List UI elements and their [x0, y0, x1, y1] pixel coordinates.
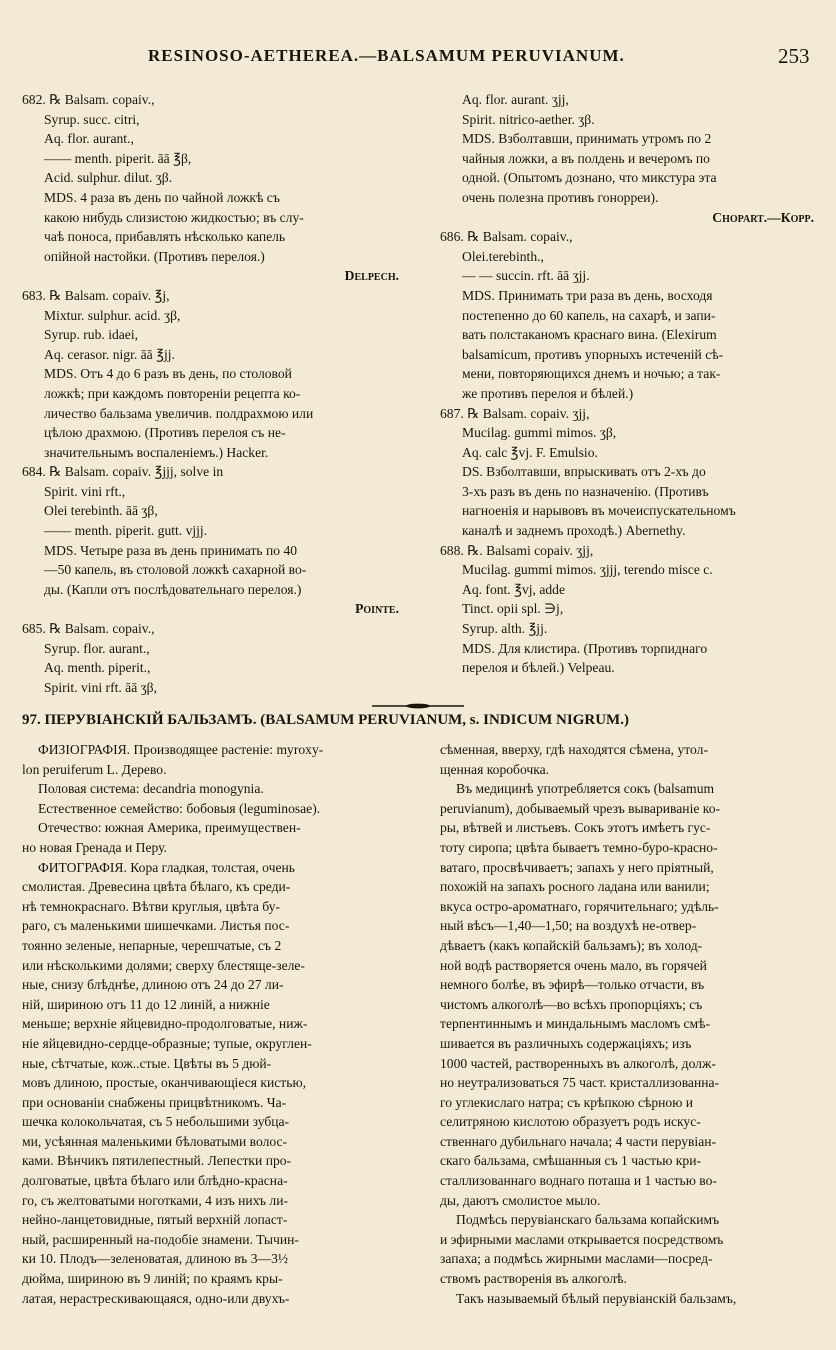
- page-number: 253: [778, 44, 810, 68]
- text-line: Aq. menth. piperit.,: [44, 660, 151, 676]
- text-line: Отечество: южная Америка, преимуществен-: [38, 820, 301, 836]
- text-line: ный, расширенный на-подобiе знамени. Тычин-: [22, 1231, 299, 1247]
- text-line: но неутрализоваться 75 част. кристаллизованна-: [440, 1075, 720, 1091]
- text-line: нагноенiя и нарывовъ въ мочеиспускательномъ: [462, 503, 736, 519]
- text-line: — — succin. rft. āā ʒjj.: [462, 268, 590, 284]
- text-line: дюйма, шириною въ 9 линiй; по краямъ кры-: [22, 1271, 283, 1287]
- text-line: Acid. sulphur. dilut. ʒβ.: [44, 170, 173, 186]
- left-column-recipes: [22, 90, 407, 697]
- running-title: RESINOSO-AETHEREA.—BALSAMUM PERUVIANUM.: [148, 46, 625, 65]
- text-line: мовъ длиною, простые, оканчивающiеся кистью,: [22, 1075, 307, 1091]
- text-line: Aq. calc ℥vj. F. Emulsio.: [462, 444, 598, 460]
- text-line: чистомъ алкоголѣ—во всѣхъ пропорцiяхъ; съ: [440, 996, 703, 1012]
- text-line: ной водѣ растворяется очень мало, въ горячей: [440, 957, 707, 973]
- text-line: го, съ желтоватыми ноготками, 4 изъ нихъ ли-: [22, 1192, 288, 1208]
- text-line: Syrup. alth. ℥jj.: [462, 621, 548, 637]
- text-line: ФИЗIОГРАФIЯ. Производящее растенiе: myroxy-: [38, 742, 324, 757]
- right-column-recipes: [440, 90, 822, 678]
- text-line: Syrup. succ. citri,: [44, 111, 140, 127]
- text-line: 1000 частей, растворенныхъ въ алкоголѣ, долж-: [440, 1055, 716, 1071]
- text-line: похожiй на запахъ росного ладана или ванили;: [440, 879, 710, 895]
- author-credit: Pointe.: [355, 601, 399, 617]
- text-line: и эфирными маслами открывается посредствомъ: [440, 1231, 724, 1247]
- text-line: скаго бальзама, смѣшанныя съ 1 частью кри-: [440, 1153, 702, 1169]
- text-line: 682. ℞ Balsam. copaiv.,: [22, 92, 155, 107]
- text-line: balsamicum, противъ упорныхъ истеченiй сѣ-: [462, 346, 724, 362]
- text-line: одной. (Опытомъ дознано, что микстура эта: [462, 170, 717, 186]
- text-line: каналѣ и заднемъ проходѣ.) Abernethy.: [462, 523, 686, 539]
- text-line: раго, съ маленькими шишечками. Листья пос-: [22, 918, 290, 934]
- text-line: ственнаго дубильнаго начала; 4 части перувiан-: [440, 1133, 717, 1149]
- text-line: нейно-ланцетовидные, пятый верхнiй лопаст-: [22, 1212, 288, 1228]
- text-line: Mucilag. gummi mimos. ʒjjj, terendo misce c.: [462, 562, 713, 578]
- text-line: Aq. flor. aurant.,: [44, 131, 134, 147]
- text-line: немного болѣе, въ эфирѣ—только отчасти, въ: [440, 977, 705, 993]
- text-line: перелоя и бѣлей.) Velpeau.: [462, 660, 615, 676]
- text-line: MDS. 4 раза въ день по чайной ложкѣ съ: [44, 189, 280, 205]
- text-line: ФИТОГРАФIЯ. Кора гладкая, толстая, очень: [38, 859, 295, 875]
- text-line: щенная коробочка.: [440, 761, 550, 777]
- text-line: ложкѣ; при каждомъ повторенiи рецепта ко-: [44, 385, 301, 401]
- text-line: Aq. flor. aurant. ʒjj,: [462, 92, 569, 107]
- text-line: Syrup. flor. aurant.,: [44, 640, 150, 656]
- right-column-description: [440, 740, 822, 1308]
- text-line: меньше; верхнiе яйцевидно-продолговатые, ниж-: [22, 1016, 308, 1032]
- text-line: ды, даютъ смолистое мыло.: [440, 1192, 601, 1208]
- text-line: чайныя ложки, а въ полдень и вечеромъ по: [462, 150, 710, 166]
- text-line: —— menth. piperit. gutt. vjjj.: [44, 523, 208, 539]
- text-line: —— menth. piperit. āā ℥β,: [44, 150, 192, 166]
- text-line: ные, сѣтчатые, кож..стые. Цвѣты въ 5 дюй-: [22, 1055, 272, 1071]
- author-credit: Delpech.: [344, 268, 399, 284]
- text-line: терпентиннымъ и миндальнымъ масломъ смѣ-: [440, 1016, 711, 1032]
- text-line: 686. ℞ Balsam. copaiv.,: [440, 229, 573, 245]
- text-line: нiй, шириною отъ 11 до 12 линiй, а нижнiе: [22, 996, 270, 1012]
- text-line: Tinct. opii spl. ∋j,: [462, 601, 564, 617]
- text-line: ками. Вѣнчикъ пятилепестный. Лепестки про-: [22, 1153, 292, 1169]
- text-line: 684. ℞ Balsam. copaiv. ℥jjj, solve in: [22, 464, 224, 480]
- text-line: шечка колокольчатая, съ 5 небольшими зубца-: [22, 1114, 290, 1130]
- text-line: вкуса остро-ароматнаго, горячительнаго; удѣль-: [440, 898, 719, 914]
- text-line: ми, усѣянная маленькими бѣловатыми волос-: [22, 1133, 288, 1149]
- section-title: 97. ПЕРУВIАНСКIЙ БАЛЬЗАМЪ. (BALSAMUM PERUVIANUM, s. INDICUM NIGRUM.): [22, 712, 629, 728]
- text-line: —50 капель, въ столовой ложкѣ сахарной во-: [44, 562, 307, 578]
- text-line: Olei.terebinth.,: [462, 248, 544, 264]
- text-line: Mucilag. gummi mimos. ʒβ,: [462, 425, 617, 441]
- text-line: или нѣсколькими долями; сверху блестяще-зеле-: [22, 957, 305, 973]
- text-line: Половая система: decandria monogynia.: [38, 781, 264, 797]
- text-line: ды. (Капли отъ послѣдовательнаго перелоя.): [44, 581, 302, 597]
- text-line: сталлизованнаго воднаго поташа и 1 частью во-: [440, 1173, 717, 1189]
- text-line: 687. ℞ Balsam. copaiv. ʒjj,: [440, 405, 590, 421]
- text-line: какою нибудь слизистою жидкостью; въ слу-: [44, 209, 304, 225]
- text-line: 3-хъ разъ въ день по назначенiю. (Противъ: [462, 483, 709, 499]
- text-line: lon peruiferum L. Дерево.: [22, 761, 167, 777]
- text-line: MDS. Взболтавши, принимать утромъ по 2: [462, 131, 712, 147]
- text-line: значительнымъ воспаленiемъ.) Hacker.: [44, 444, 269, 460]
- text-line: Spirit. nitrico-aether. ʒβ.: [462, 111, 595, 127]
- text-line: Подмѣсь перувiанскаго бальзама копайскимъ: [456, 1212, 720, 1228]
- text-line: Естественное семейство: бобовыя (leguminosae).: [38, 800, 321, 816]
- text-line: постепенно до 60 капель, на сахарѣ, и запи-: [462, 307, 716, 323]
- text-line: Mixtur. sulphur. acid. ʒβ,: [44, 307, 181, 323]
- text-line: ватаго, просвѣчиваетъ; запахъ у него прiятный,: [440, 859, 714, 875]
- text-line: DS. Взболтавши, впрыскивать отъ 2-хъ до: [462, 464, 706, 480]
- text-line: Въ медицинѣ употребляется сокъ (balsamum: [456, 781, 715, 797]
- text-line: ные, снизу блѣднѣе, длиною отъ 24 до 27 ли-: [22, 977, 284, 993]
- text-line: MDS. Для клистира. (Противъ торпиднаго: [462, 640, 708, 656]
- text-line: мени, повторяющихся днемъ и ночью; а так-: [462, 366, 721, 382]
- text-line: Syrup. rub. idaei,: [44, 327, 139, 343]
- text-line: Aq. font. ℥vj, adde: [462, 581, 565, 597]
- text-line: MDS. Принимать три раза въ день, восходя: [462, 287, 713, 303]
- text-line: Spirit. vini rft. āā ʒβ,: [44, 679, 157, 695]
- running-header: [0, 44, 836, 74]
- text-line: латая, нерастрескивающаяся, одно-или двухъ-: [22, 1290, 290, 1306]
- text-line: ствомъ растворенiя въ алкоголѣ.: [440, 1271, 627, 1287]
- text-line: Такъ называемый бѣлый перувiанскiй бальзамъ,: [456, 1290, 737, 1306]
- text-line: но новая Гренада и Перу.: [22, 839, 167, 855]
- text-line: MDS. Отъ 4 до 6 разъ въ день, по столовой: [44, 366, 292, 382]
- text-line: при основанiи снабжены прицвѣтникомъ. Ча-: [22, 1094, 287, 1110]
- text-line: го углекислаго натра; съ крѣпкою сѣрною и: [440, 1094, 694, 1110]
- text-line: очень полезна противъ гонорреи).: [462, 189, 659, 205]
- text-line: ный вѣсъ—1,40—1,50; на воздухѣ не-отвер-: [440, 918, 697, 934]
- section-divider: [370, 702, 466, 710]
- text-line: ры, вѣтвей и листьевъ. Сокъ этотъ имѣетъ гус-: [440, 820, 711, 836]
- text-line: смолистая. Древесина цвѣта бѣлаго, къ среди-: [22, 879, 291, 895]
- text-line: Olei terebinth. āā ʒβ,: [44, 503, 158, 519]
- text-line: запаха; а подмѣсь жирными маслами—посред-: [440, 1251, 713, 1267]
- text-line: 683. ℞ Balsam. copaiv. ℥j,: [22, 287, 170, 303]
- text-line: цѣлою драхмою. (Противъ перелоя съ не-: [44, 425, 286, 441]
- author-credit: Chopart.—Корр.: [712, 209, 814, 225]
- text-line: вать полстаканомъ краснаго вина. (Elexirum: [462, 327, 717, 343]
- text-line: ки 10. Плодъ—зеленоватая, длиною въ 3—3½: [22, 1251, 289, 1267]
- text-line: MDS. Четыре раза въ день принимать по 40: [44, 542, 298, 558]
- text-line: тоту сиропа; цвѣта бываетъ темно-буро-красно-: [440, 839, 718, 855]
- text-line: нiе яйцевидно-сердце-образные; тупые, округлен-: [22, 1035, 312, 1051]
- text-line: peruvianum), добываемый чрезъ вывариванiе ко-: [440, 800, 721, 816]
- text-line: 685. ℞ Balsam. copaiv.,: [22, 621, 155, 637]
- text-line: шивается въ различныхъ содержацiяхъ; изъ: [440, 1035, 692, 1051]
- text-line: чаѣ поноса, прибавлять нѣсколько капель: [44, 229, 286, 245]
- text-line: сѣменная, вверху, гдѣ находятся сѣмена, утол-: [440, 742, 708, 757]
- text-line: личество бальзама увеличив. полдрахмою или: [44, 405, 314, 421]
- text-line: тоянно зеленые, непарные, черешчатые, съ 2: [22, 937, 282, 953]
- left-column-description: [22, 740, 407, 1308]
- text-line: долговатые, цвѣта бѣлаго или блѣдно-красна-: [22, 1173, 288, 1189]
- text-line: дѣваетъ (какъ копайскiй бальзамъ); въ холод-: [440, 937, 703, 953]
- text-line: 688. ℞. Balsami copaiv. ʒjj,: [440, 542, 594, 558]
- text-line: Aq. cerasor. nigr. āā ℥jj.: [44, 346, 175, 362]
- text-line: селитряною кислотою образуетъ родъ искус-: [440, 1114, 701, 1130]
- text-line: Spirit. vini rft.,: [44, 483, 126, 499]
- text-line: опiйной настойки. (Противъ перелоя.): [44, 248, 265, 264]
- text-line: же противъ перелоя и бѣлей.): [462, 385, 634, 401]
- text-line: нѣ темнокраснаго. Вѣтви круглыя, цвѣта бу-: [22, 898, 280, 914]
